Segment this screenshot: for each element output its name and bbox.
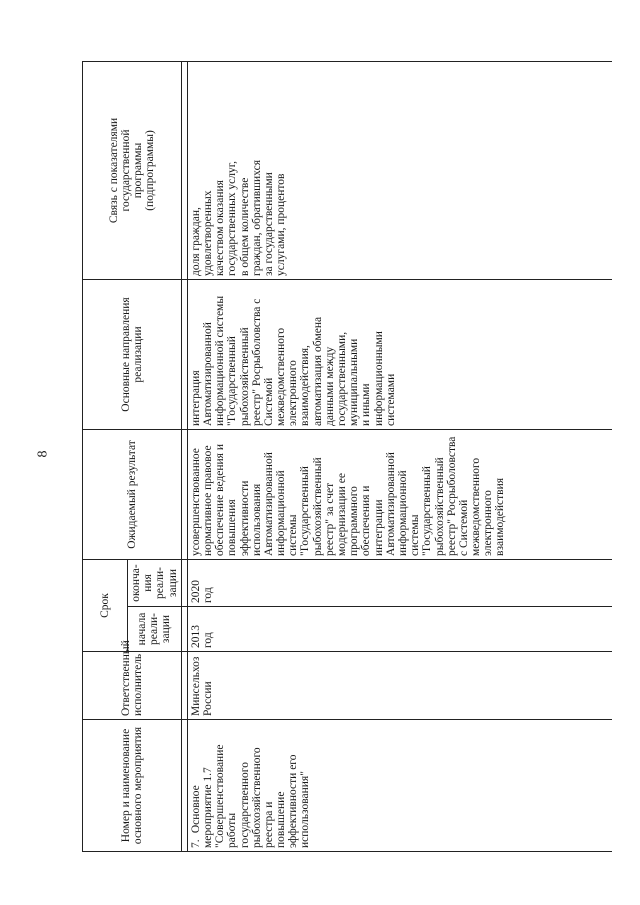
text-line: реестра и (262, 801, 275, 848)
text-line: и иными (360, 383, 373, 426)
text-line: в общем количестве (238, 177, 251, 276)
header-name (83, 720, 182, 852)
text-line: Номер и наименование (119, 728, 132, 843)
text-line: интеграция (189, 370, 202, 426)
table-row (187, 61, 612, 851)
text-line: усовершенствованное (189, 448, 202, 556)
row-number: 7. (189, 839, 202, 848)
text-line: интеграции (372, 499, 385, 556)
text-line: исполнитель (131, 653, 144, 716)
text-line: электронного (287, 360, 300, 426)
text-line: Основное (189, 785, 202, 834)
text-line: программы (131, 142, 144, 199)
text-line: программного (348, 486, 361, 556)
text-line: работы (226, 812, 239, 848)
main-table-container (82, 62, 622, 852)
text-line: основного мероприятия (131, 726, 144, 845)
text-line: Минсельхоз (189, 656, 202, 716)
header-end (128, 559, 182, 606)
text-line: использования (250, 483, 263, 556)
text-line: ния (142, 574, 155, 592)
text-line: взаимодействия, (299, 345, 312, 426)
text-line: модернизации ее (336, 473, 348, 556)
text-line: услугами, процентов (275, 173, 288, 276)
text-line: зации (160, 614, 173, 644)
text-line: доля граждан, (189, 207, 202, 276)
text-line: оконча- (130, 564, 142, 602)
text-line: системы (409, 514, 422, 556)
header-term: Срок (83, 559, 128, 651)
text-line: с Системой (457, 499, 470, 556)
header-result: Ожидаемый результат (83, 429, 182, 559)
text-line: мероприятие 1.7 (201, 767, 214, 848)
header-directions (83, 279, 182, 429)
text-line: государственного (238, 762, 251, 848)
text-line: межведомственного (470, 457, 483, 556)
text-line: Автоматизированной (201, 322, 214, 426)
text-line: реали- (148, 613, 161, 645)
text-line: реестр" Росрыболовства с (250, 298, 263, 426)
text-line: эффективности (238, 480, 251, 556)
text-line: автоматизация обмена (311, 316, 324, 426)
text-line: информационной системы (214, 295, 227, 426)
header-start (128, 607, 182, 652)
text-line: реестр" за счет (323, 482, 336, 556)
text-line: рыбохозяйственный (433, 457, 446, 556)
text-line: информационными (372, 331, 385, 426)
cell-name-text (190, 723, 312, 848)
text-line: реестр" Росрыболовства (445, 436, 458, 556)
text-line: взаимодействия (494, 477, 507, 556)
header-executor (83, 640, 182, 720)
text-line: Системой (262, 377, 275, 426)
text-line: реализации (131, 326, 144, 383)
text-line: информационной (396, 470, 409, 556)
text-line: начала (136, 612, 149, 646)
text-line: электронного (482, 490, 495, 556)
text-line: рыбохозяйственный (311, 457, 324, 556)
text-line: граждан, обратившихся (250, 160, 263, 276)
page-number: 8 (35, 450, 51, 458)
text-line: "Государственный (226, 336, 239, 426)
main-table (82, 61, 612, 852)
text-line: межведомственного (275, 327, 288, 426)
text-line: "Совершенствование (214, 744, 227, 848)
cell-executor (187, 652, 612, 720)
text-line: Основные направления (119, 297, 132, 412)
text-line: использования" (299, 771, 312, 848)
text-line: данными между (323, 346, 336, 426)
text-line: Автоматизированной (262, 452, 275, 556)
header-link (83, 61, 182, 279)
text-line: государственных услуг, (226, 160, 239, 276)
text-line: "Государственный (299, 466, 312, 556)
text-line: системы (287, 514, 300, 556)
text-line: обеспечение ведения и (214, 443, 227, 556)
text-line: "Государственный (421, 466, 434, 556)
cell-start: 2013 год (187, 607, 612, 652)
text-line: повышения (226, 499, 239, 556)
cell-end: 2020 год (187, 559, 612, 606)
cell-result (187, 429, 612, 559)
text-line: рыбохозяйственного (250, 747, 263, 848)
text-line: повышение (275, 791, 288, 848)
text-line: (подпрограммы) (144, 130, 157, 211)
text-line: России (201, 681, 214, 716)
text-line: нормативное правовое (201, 445, 214, 556)
text-line: Ответственный (119, 640, 132, 716)
text-line: реали- (154, 567, 167, 599)
cell-directions (187, 279, 612, 429)
text-line: обеспечения и (360, 485, 373, 556)
cell-name (187, 720, 612, 852)
cell-link (187, 61, 612, 279)
text-line: государственной (119, 129, 132, 212)
text-line: государственными, (336, 331, 348, 426)
text-line: рыбохозяйственный (238, 327, 251, 426)
text-line: Связь с показателями (107, 117, 120, 224)
text-line: качеством оказания (214, 180, 227, 276)
text-line: информационной (275, 470, 288, 556)
text-line: зации (166, 568, 179, 598)
text-line: системами (384, 373, 397, 426)
text-line: муниципальными (348, 338, 361, 426)
text-line: за государственными (262, 172, 275, 276)
text-line: удовлетворенных (201, 190, 214, 276)
text-line: Автоматизированной (384, 452, 397, 556)
text-line: эффективности его (287, 754, 300, 848)
